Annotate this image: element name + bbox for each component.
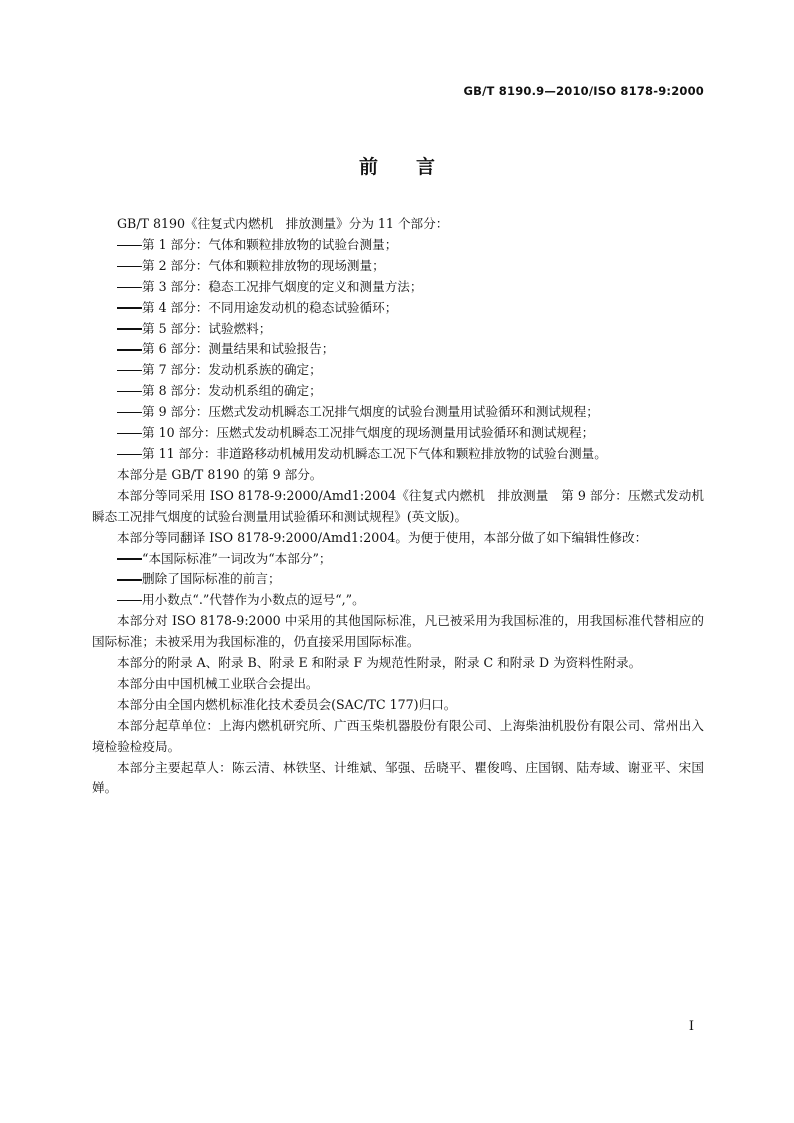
list-item: “本国际标准”一词改为“本部分”； [92, 549, 704, 570]
other-standards-paragraph: 本部分对 ISO 8178-9:2000 中采用的其他国际标准，凡已被采用为我国标准的，用我国标准代替相应的国际标准；未被采用为我国标准的，仍直接采用国际标准。 [92, 613, 704, 650]
list-item: 删除了国际标准的前言； [92, 569, 704, 590]
proposed-by-paragraph: 本部分由中国机械工业联合会提出。 [117, 675, 319, 691]
list-item: 第 8 部分：发动机系组的确定； [92, 381, 704, 402]
list-item: 第 7 部分：发动机系族的确定； [92, 360, 704, 381]
annexes-paragraph: 本部分的附录 A、附录 B、附录 E 和附录 F 为规范性附录，附录 C 和附录 D 为资料性附录。 [117, 655, 642, 671]
page-title: 前言 [358, 156, 473, 178]
this-part-paragraph: 本部分是 GB/T 8190 的第 9 部分。 [117, 466, 323, 482]
dash-marker [117, 307, 142, 308]
dash-marker [117, 391, 142, 392]
dash-marker [117, 454, 142, 455]
dash-marker [117, 412, 142, 413]
dash-marker [117, 349, 142, 350]
adoption-paragraph: 本部分等同采用 ISO 8178-9:2000/Amd1:2004《往复式内燃机 排放测量 第 9 部分：压燃式发动机瞬态工况排气烟度的试验台测量用试验循环和测试规程》(英文版)。 [92, 487, 704, 524]
dash-marker [117, 433, 142, 434]
page-number: I [688, 1019, 694, 1034]
list-item: 用小数点“.”代替作为小数点的逗号“,”。 [92, 590, 704, 611]
list-item: 第 10 部分：压燃式发动机瞬态工况排气烟度的现场测量用试验循环和测试规程； [92, 423, 704, 444]
dash-marker [117, 370, 142, 371]
intro-paragraph: GB/T 8190《往复式内燃机 排放测量》分为 11 个部分： [117, 216, 449, 231]
dash-marker [117, 600, 142, 601]
list-item: 第 6 部分：测量结果和试验报告； [92, 339, 704, 360]
dash-marker [117, 266, 142, 267]
list-item: 第 2 部分：气体和颗粒排放物的现场测量； [92, 256, 704, 277]
drafters-paragraph: 本部分主要起草人：陈云清、林铁坚、计维斌、邹强、岳晓平、瞿俊鸣、庄国钢、陆寿域、谢亚平、宋国婵。 [92, 759, 704, 796]
list-item: 第 9 部分：压燃式发动机瞬态工况排气烟度的试验台测量用试验循环和测试规程； [92, 402, 704, 423]
list-item: 第 1 部分：气体和颗粒排放物的试验台测量； [92, 235, 704, 256]
standard-number-header: GB/T 8190.9—2010/ISO 8178-9:2000 [463, 84, 704, 98]
centralized-by-paragraph: 本部分由全国内燃机标准化技术委员会(SAC/TC 177)归口。 [117, 696, 457, 712]
dash-marker [117, 558, 142, 559]
dash-marker [117, 245, 142, 246]
list-item: 第 3 部分：稳态工况排气烟度的定义和测量方法； [92, 277, 704, 298]
edits-list [92, 549, 704, 612]
dash-marker [117, 287, 142, 288]
list-item: 第 5 部分：试验燃料； [92, 319, 704, 340]
drafting-units-paragraph: 本部分起草单位：上海内燃机研究所、广西玉柴机器股份有限公司、上海柴油机股份有限公司、常州出入境检验检疫局。 [92, 717, 704, 754]
dash-marker [117, 579, 142, 580]
parts-list [92, 235, 704, 465]
list-item: 第 11 部分：非道路移动机械用发动机瞬态工况下气体和颗粒排放物的试验台测量。 [92, 444, 704, 465]
foreword-body [92, 214, 704, 799]
list-item: 第 4 部分：不同用途发动机的稳态试验循环； [92, 298, 704, 319]
dash-marker [117, 328, 142, 329]
translation-paragraph: 本部分等同翻译 ISO 8178-9:2000/Amd1:2004。为便于使用，本部分做了如下编辑性修改： [117, 529, 648, 545]
